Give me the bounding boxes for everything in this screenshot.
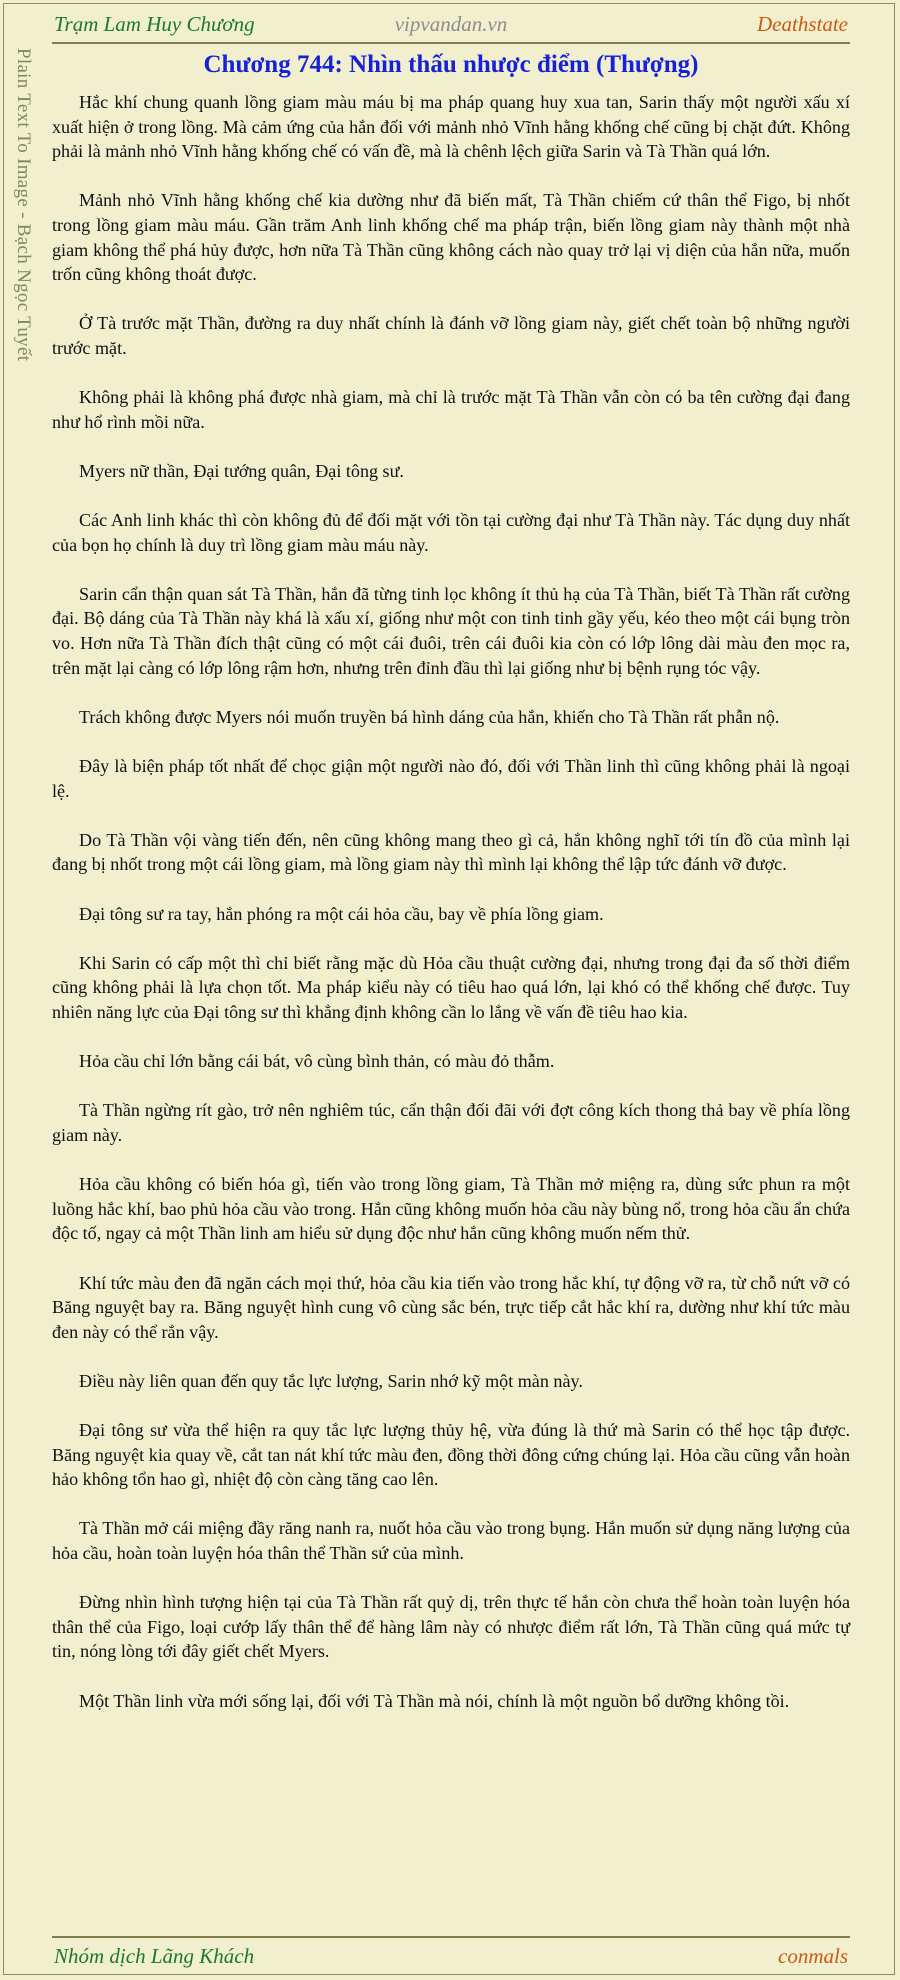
paragraph: Một Thần linh vừa mới sống lại, đối với Tà Thần mà nói, chính là một nguồn bổ dưỡng không tồi. [79, 1690, 790, 1711]
paragraph: Các Anh linh khác thì còn không đủ để đối mặt với tồn tại cường đại như Tà Thần này. Tác dụng duy nhất của bọn họ chính là duy trì lồng giam màu máu này. [52, 510, 850, 555]
chapter-content [52, 48, 850, 1738]
paragraph: Ở Tà trước mặt Thần, đường ra duy nhất chính là đánh vỡ lồng giam này, giết chết toàn bộ những người trước mặt. [52, 313, 850, 358]
header-author: Deathstate [757, 12, 848, 36]
paragraph: Không phải là không phá được nhà giam, mà chỉ là trước mặt Tà Thần vẫn còn có ba tên cường đại đang như hổ rình mồi nữa. [52, 387, 850, 432]
paragraph: Do Tà Thần vội vàng tiến đến, nên cũng không mang theo gì cả, hắn không nghĩ tới tín đồ của mình lại đang bị nhốt trong một cái lồng giam, mà lồng giam này thì mình lại không thể lập tức đánh vỡ được. [52, 829, 850, 875]
paragraph: Hỏa cầu chỉ lớn bằng cái bát, vô cùng bình thản, có màu đỏ thẫm. [79, 1051, 555, 1072]
paragraph: Hỏa cầu không có biến hóa gì, tiến vào trong lồng giam, Tà Thần mở miệng ra, dùng sức phun ra một luồng hắc khí, bao phủ hỏa cầu vào trong. Hắn cũng không muốn hỏa cầu này bùng nổ, trong hỏa cầu ẩn chứa độc tố, ngay cả một Thần linh am hiểu sử dụng độc như hắn cũng không muốn nếm thử. [52, 1174, 850, 1244]
paragraph: Đây là biện pháp tốt nhất để chọc giận một người nào đó, đối với Thần linh thì cũng không phải là ngoại lệ. [52, 756, 850, 801]
paragraph: Mảnh nhỏ Vĩnh hằng khống chế kia dường như đã biến mất, Tà Thần chiếm cứ thân thể Figo, bị nhốt trong lồng giam màu máu. Gần trăm Anh linh khống chế ma pháp trận, biến lồng giam này thành một nhà giam không thể phá hủy được, hơn nữa Tà Thần cũng không cách nào quay trở lại vị diện của hắn nữa, muốn trốn cũng không thoát được. [52, 190, 850, 285]
paragraph: Sarin cẩn thận quan sát Tà Thần, hắn đã từng tinh lọc không ít thủ hạ của Tà Thần, biết Tà Thần rất cường đại. Bộ dáng của Tà Thần này khá là xấu xí, giống như một con tinh tinh gầy yếu, kéo theo một cái bụng tròn vo. Hơn nữa Tà Thần đích thật cũng có một cái đuôi, trên cái đuôi kia còn có lớp lông dài màu đen mọc ra, trên mặt lại càng có lớp lông rậm hơn, nhưng trên đỉnh đầu thì lại giống như bị bệnh rụng tóc vậy. [52, 583, 850, 678]
header-site-name: Trạm Lam Huy Chương [54, 12, 255, 36]
paragraph: Myers nữ thần, Đại tướng quân, Đại tông sư. [79, 460, 404, 481]
page-header [52, 8, 850, 44]
paragraph: Đại tông sư vừa thể hiện ra quy tắc lực lượng thủy hệ, vừa đúng là thứ mà Sarin có thể học tập được. Băng nguyệt kia quay về, cắt tan nát khí tức màu đen, đồng thời đông cứng chúng lại. Hỏa cầu cũng vẫn hoàn hảo không tổn hao gì, nhiệt độ còn càng tăng cao lên. [52, 1420, 850, 1490]
paragraph: Hắc khí chung quanh lồng giam màu máu bị ma pháp quang huy xua tan, Sarin thấy một người xấu xí xuất hiện ở trong lồng. Mà cảm ứng của hắn đối với mảnh nhỏ Vĩnh hằng khống chế cũng bị chặt đứt. Không phải là mảnh nhỏ Vĩnh hằng khống chế có vấn đề, mà là chênh lệch giữa Sarin và Tà Thần quá lớn. [52, 92, 850, 162]
paragraph: Điều này liên quan đến quy tắc lực lượng, Sarin nhớ kỹ một màn này. [79, 1370, 583, 1391]
page-footer [52, 1936, 850, 1972]
header-website: vipvandan.vn [394, 12, 508, 36]
paragraph: Khí tức màu đen đã ngăn cách mọi thứ, hỏa cầu kia tiến vào trong hắc khí, tự động vỡ ra, từ chỗ nứt vỡ có Băng nguyệt bay ra. Băng nguyệt hình cung vô cùng sắc bén, trực tiếp cắt hắc khí ra, dường như khí tức màu đen này có thể rắn vậy. [52, 1272, 850, 1342]
side-watermark-label: Plain Text To Image - Bạch Ngọc Tuyết [13, 48, 34, 362]
paragraph: Tà Thần ngừng rít gào, trở nên nghiêm túc, cẩn thận đối đãi với đợt công kích thong thả bay về phía lồng giam này. [52, 1100, 850, 1145]
footer-translator-group: Nhóm dịch Lãng Khách [54, 1944, 255, 1968]
paragraph: Khi Sarin có cấp một thì chỉ biết rằng mặc dù Hỏa cầu thuật cường đại, nhưng trong đại đa số thời điểm cũng không phải là lựa chọn tốt. Ma pháp kiểu này có tiêu hao quá lớn, lại khó có thể khống chế được. Tuy nhiên năng lực của Đại tông sư thì khẳng định không cần lo lắng về vấn đề tiêu hao kia. [52, 952, 850, 1022]
paragraph: Đừng nhìn hình tượng hiện tại của Tà Thần rất quỷ dị, trên thực tế hắn còn chưa thể hoàn toàn luyện hóa thân thể của Figo, loại cướp lấy thân thể để hàng lâm này có nhược điểm rất lớn, Tà Thần cũng quá mức tự tin, nóng lòng tới đây giết chết Myers. [52, 1592, 850, 1662]
chapter-body [52, 90, 850, 1713]
paragraph: Đại tông sư ra tay, hắn phóng ra một cái hỏa cầu, bay về phía lồng giam. [79, 903, 604, 924]
paragraph: Trách không được Myers nói muốn truyền bá hình dáng của hắn, khiến cho Tà Thần rất phẫn nộ. [79, 706, 780, 727]
footer-editor: conmals [778, 1944, 848, 1968]
paragraph: Tà Thần mở cái miệng đầy răng nanh ra, nuốt hỏa cầu vào trong bụng. Hắn muốn sử dụng năng lượng của hỏa cầu, hoàn toàn luyện hóa thân thể Thần sứ của mình. [52, 1518, 850, 1564]
chapter-title: Chương 744: Nhìn thấu nhược điểm (Thượng) [203, 51, 699, 78]
